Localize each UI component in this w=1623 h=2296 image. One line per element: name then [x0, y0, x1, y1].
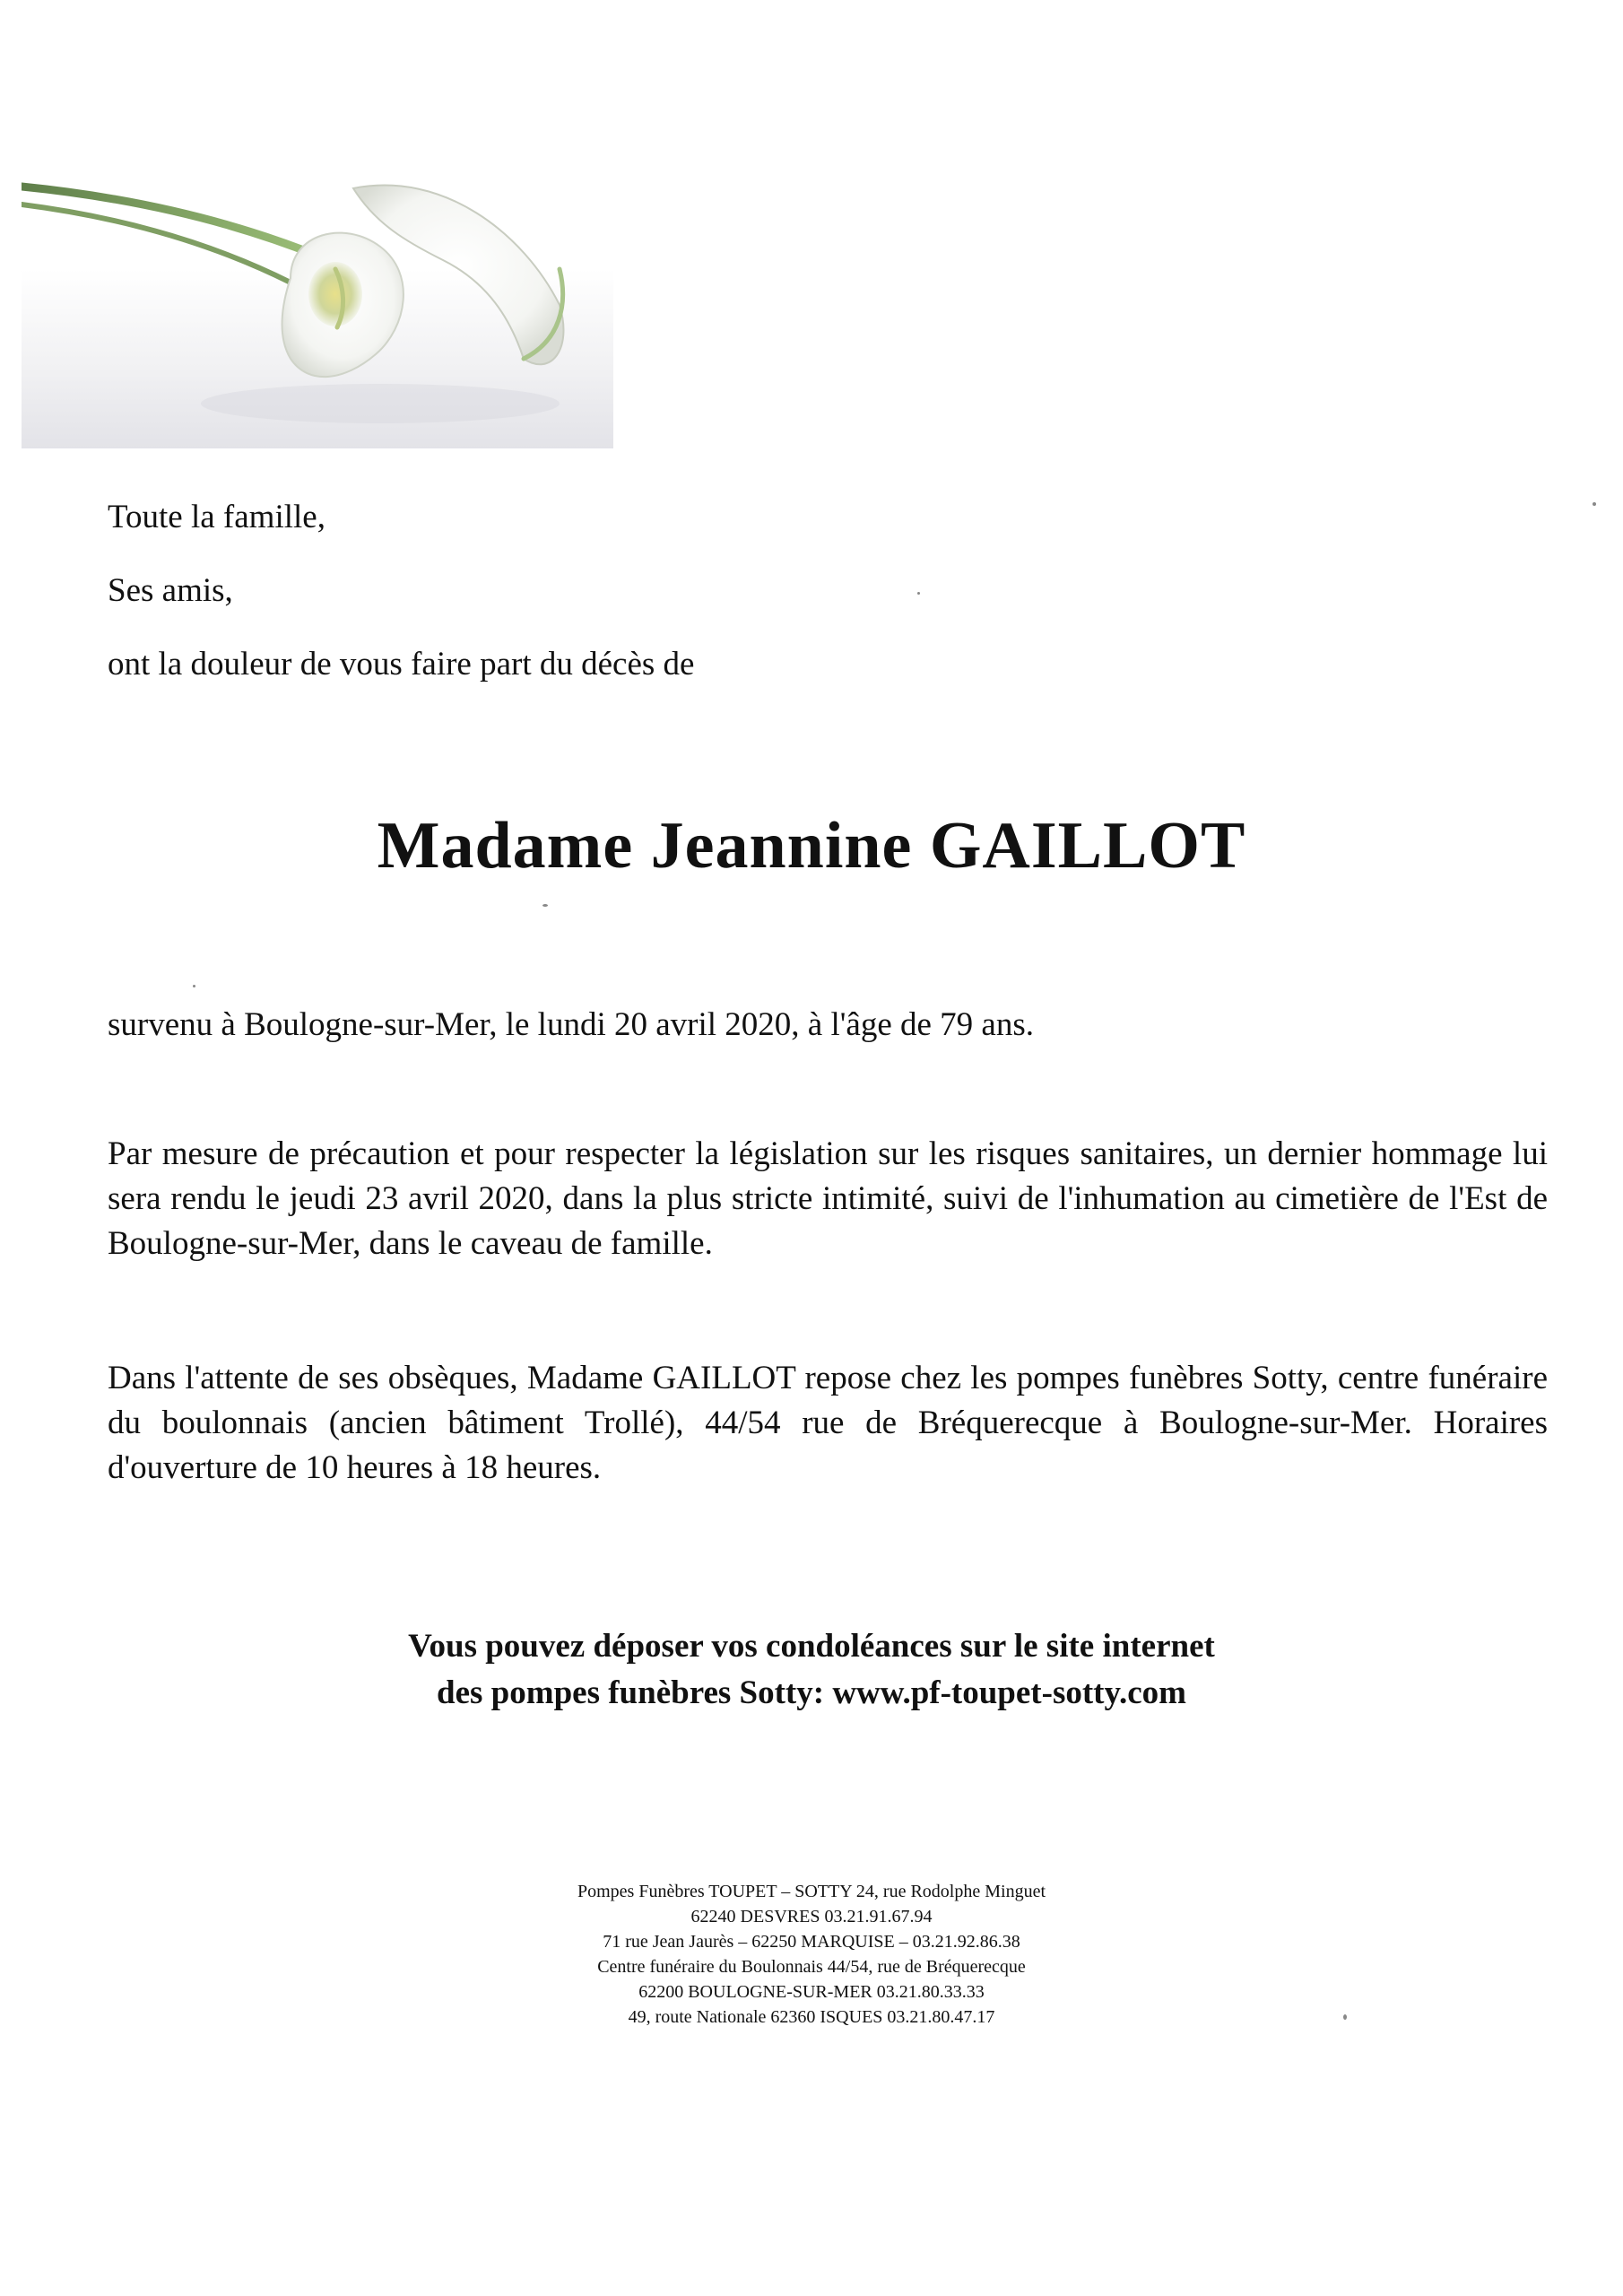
footer-line: 49, route Nationale 62360 ISQUES 03.21.80.47.17	[628, 2007, 995, 2027]
ceremony-paragraph: Par mesure de précaution et pour respecter la législation sur les risques sanitaires, un dernier hommage lui sera rendu le jeudi 23 avril 2020, dans la plus stricte intimité, suivi de l'inhumation au cimetière de l'Est de Boulogne-sur-Mer, dans le caveau de famille.	[108, 1135, 1548, 1262]
deceased-name: Madame Jeannine GAILLOT	[377, 809, 1246, 883]
scan-speck	[1593, 502, 1596, 506]
funeral-home-footer	[0, 1879, 1623, 2030]
scan-speck	[193, 985, 195, 987]
footer-line: 62200 BOULOGNE-SUR-MER 03.21.80.33.33	[638, 1982, 985, 2002]
calla-lily-image	[22, 135, 613, 448]
intro-family: Toute la famille,	[108, 499, 325, 535]
scan-speck	[542, 904, 548, 907]
condolences-block	[0, 1623, 1623, 1717]
condolences-line-1: Vous pouvez déposer vos condoléances sur le site internet	[408, 1628, 1215, 1665]
rest-paragraph: Dans l'attente de ses obsèques, Madame GAILLOT repose chez les pompes funèbres Sotty, centre funéraire du boulonnais (ancien bâtiment Trollé), 44/54 rue de Bréquerecque à Boulogne-sur-Mer. Horaires d'ouverture de 10 heures à 18 heures.	[108, 1360, 1548, 1486]
footer-line: Pompes Funèbres TOUPET – SOTTY 24, rue Rodolphe Minguet	[577, 1882, 1046, 1901]
intro-friends: Ses amis,	[108, 572, 233, 609]
footer-line: Centre funéraire du Boulonnais 44/54, rue de Bréquerecque	[597, 1957, 1026, 1977]
death-notice: survenu à Boulogne-sur-Mer, le lundi 20 avril 2020, à l'âge de 79 ans.	[108, 1006, 1035, 1043]
intro-announcement: ont la douleur de vous faire part du décès de	[108, 646, 695, 683]
scan-speck	[1343, 2014, 1347, 2020]
scan-speck	[917, 592, 920, 595]
footer-line: 71 rue Jean Jaurès – 62250 MARQUISE – 03.21.92.86.38	[603, 1932, 1020, 1952]
condolences-line-2: des pompes funèbres Sotty: www.pf-toupet-sotty.com	[437, 1674, 1186, 1711]
footer-line: 62240 DESVRES 03.21.91.67.94	[690, 1907, 933, 1926]
